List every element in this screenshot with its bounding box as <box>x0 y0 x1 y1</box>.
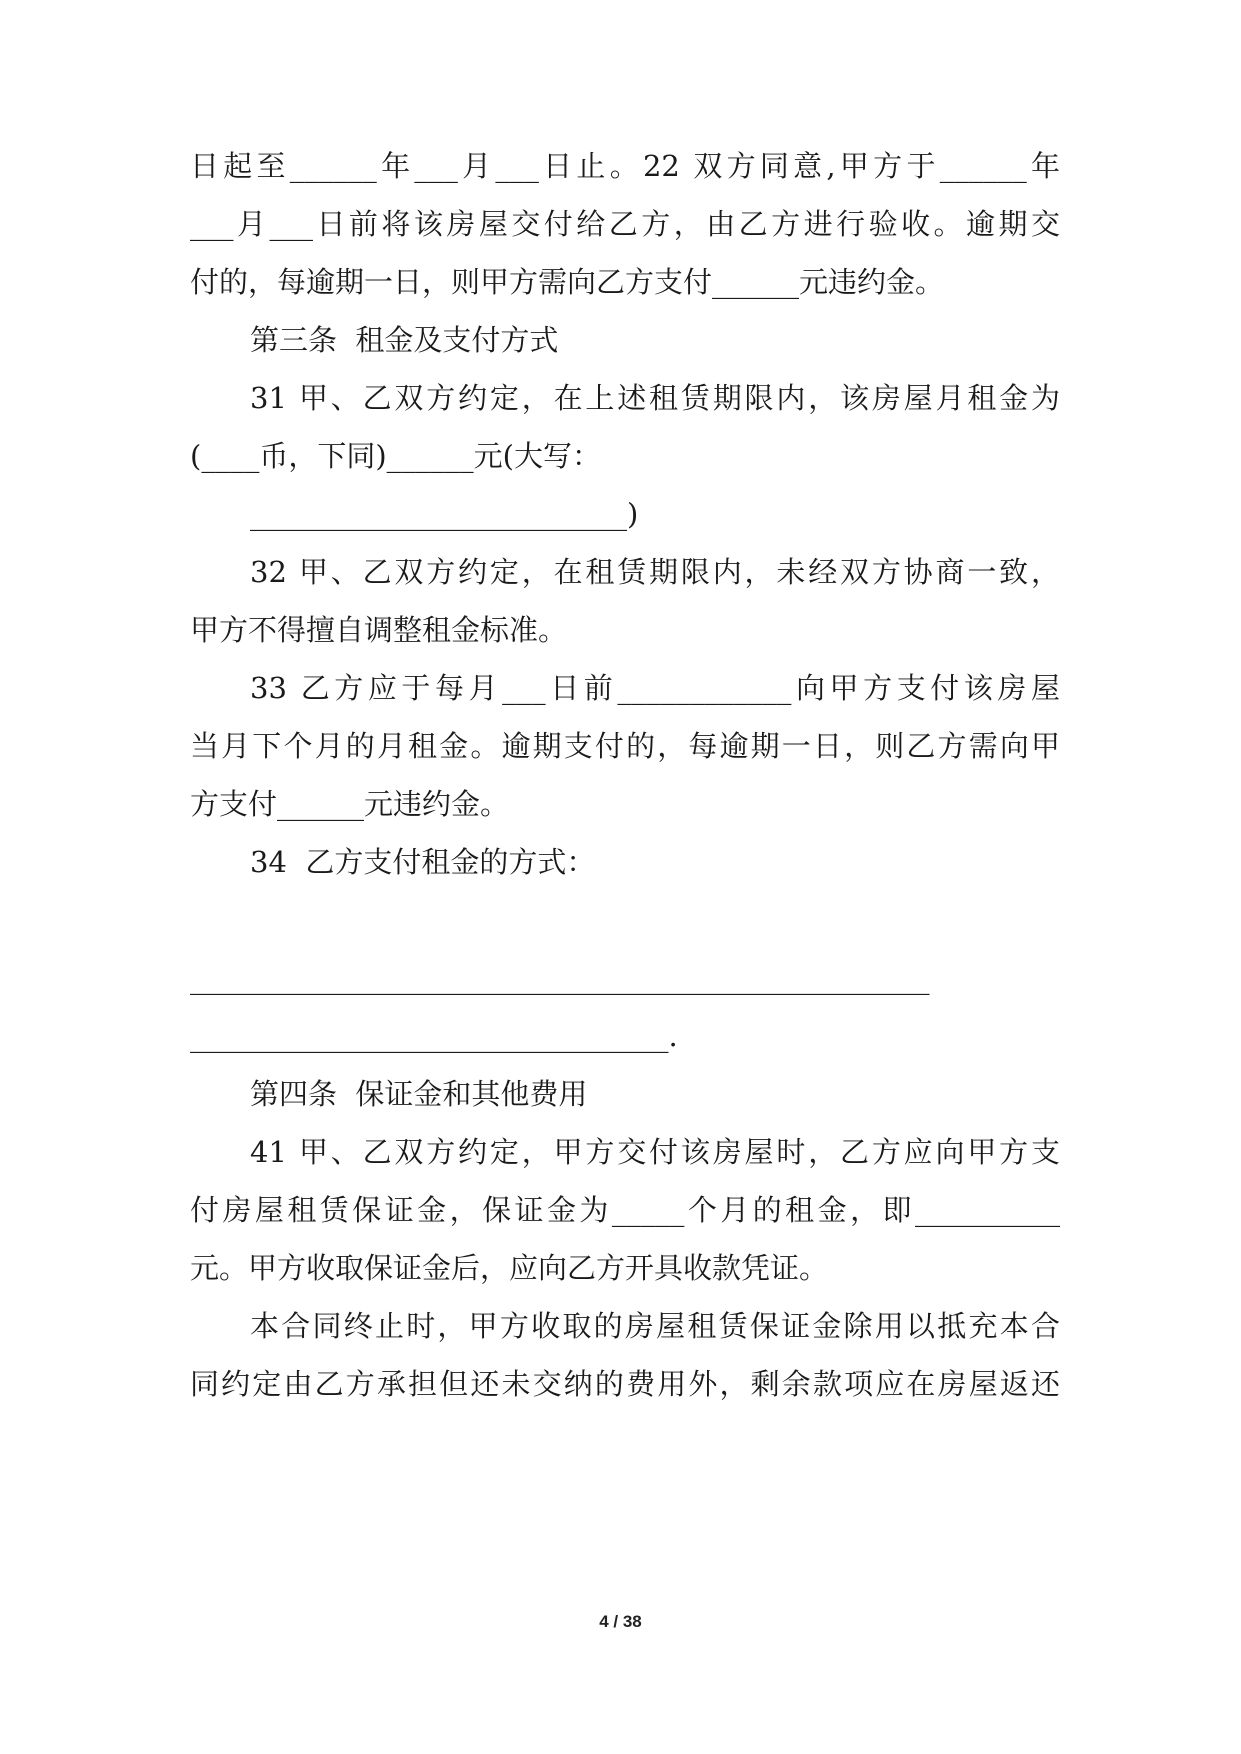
clause-3-1-line-2: (____币，下同)______元(大写： <box>190 439 601 473</box>
page-number: 4 / 38 <box>599 1612 642 1631</box>
paragraph-line-2: 同约定由乙方承担但还未交纳的费用外，剩余款项应在房屋返还 <box>190 1367 1060 1401</box>
clause-3-4-line-1: 34 乙方支付租金的方式： <box>250 845 596 879</box>
text-line-2: ___月___日前将该房屋交付给乙方，由乙方进行验收。逾期交 <box>190 207 1060 241</box>
clause-3-2-line-2: 甲方不得擅自调整租金标准。 <box>190 613 568 647</box>
text-line-1: 日起至______年___月___日止。22 双方同意,甲方于______年 <box>190 149 1060 183</box>
paragraph-line-1: 本合同终止时，甲方收取的房屋租赁保证金除用以抵充本合 <box>250 1309 1060 1343</box>
clause-4-1-line-2: 付房屋租赁保证金，保证金为_____个月的租金，即__________ <box>190 1193 1060 1227</box>
clause-3-1-line-3: __________________________) <box>250 497 639 531</box>
blank-line-1: ___________________________________________________ <box>190 961 930 995</box>
section-heading-4: 第四条 保证金和其他费用 <box>250 1077 588 1111</box>
clause-3-3-line-2: 当月下个月的月租金。逾期支付的，每逾期一日，则乙方需向甲 <box>190 729 1060 763</box>
clause-3-2-line-1: 32 甲、乙双方约定，在租赁期限内，未经双方协商一致， <box>250 555 1060 589</box>
clause-4-1-line-3: 元。甲方收取保证金后，应向乙方开具收款凭证。 <box>190 1251 829 1285</box>
text-line-3: 付的，每逾期一日，则甲方需向乙方支付______元违约金。 <box>190 265 945 299</box>
clause-4-1-line-1: 41 甲、乙双方约定，甲方交付该房屋时，乙方应向甲方支 <box>250 1135 1060 1169</box>
clause-3-1-line-1: 31 甲、乙双方约定，在上述租赁期限内，该房屋月租金为 <box>250 381 1060 415</box>
clause-3-3-line-3: 方支付______元违约金。 <box>190 787 510 821</box>
clause-3-3-line-1: 33 乙方应于每月___日前____________向甲方支付该房屋 <box>250 671 1060 705</box>
section-heading-3: 第三条 租金及支付方式 <box>250 323 559 357</box>
blank-line-2: _________________________________. <box>190 1019 678 1053</box>
